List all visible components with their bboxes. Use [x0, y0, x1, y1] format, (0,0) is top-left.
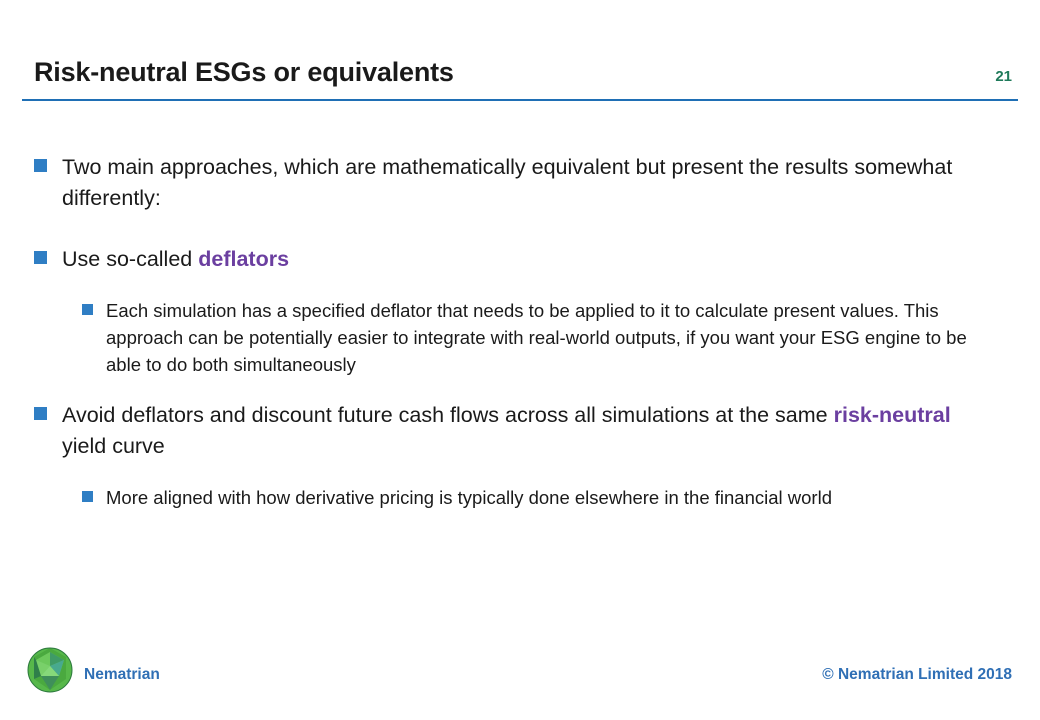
bullet-square-icon: [34, 159, 47, 172]
bullet-square-icon: [34, 407, 47, 420]
footer-brand: Nematrian: [84, 666, 160, 683]
list-item-text-span: Avoid deflators and discount future cash flows across all simulations at the same: [62, 403, 834, 427]
list-item-text-span: Each simulation has a specified deflator that needs to be applied to it to calculate present values. This approach can be potentially easier to integrate with real-world outputs, if you want your ESG engine to be able to do both simultaneously: [106, 300, 967, 375]
page-title: Risk-neutral ESGs or equivalents: [34, 57, 454, 87]
bullet-square-icon: [82, 304, 93, 315]
list-item: [34, 244, 1006, 275]
list-item-text: [62, 152, 982, 214]
title-divider: [22, 99, 1018, 101]
nematrian-polyhedron-logo-icon: [26, 646, 74, 694]
list-item-text: [106, 297, 996, 378]
list-item-text: [62, 244, 289, 275]
list-item: [34, 152, 1006, 214]
list-item-text-span: Two main approaches, which are mathematically equivalent but present the results somewhat differently:: [62, 155, 953, 210]
list-item: [82, 484, 1006, 511]
bullet-square-icon: [82, 491, 93, 502]
list-item-text-span: More aligned with how derivative pricing is typically done elsewhere in the financial world: [106, 487, 832, 508]
slide-number: 21: [995, 68, 1012, 85]
footer-copyright: © Nematrian Limited 2018: [822, 666, 1012, 683]
list-item-text: [106, 484, 832, 511]
list-item-text: [62, 400, 982, 462]
emphasis-deflators: deflators: [198, 247, 290, 271]
list-item-text-span: Use so-called: [62, 247, 199, 271]
list-item-text-span-tail: yield curve: [62, 434, 165, 458]
bullet-square-icon: [34, 251, 47, 264]
slide-content: [34, 152, 1006, 533]
list-item: [34, 400, 1006, 462]
emphasis-risk-neutral: risk-neutral: [833, 403, 951, 427]
list-item: [82, 297, 1006, 378]
